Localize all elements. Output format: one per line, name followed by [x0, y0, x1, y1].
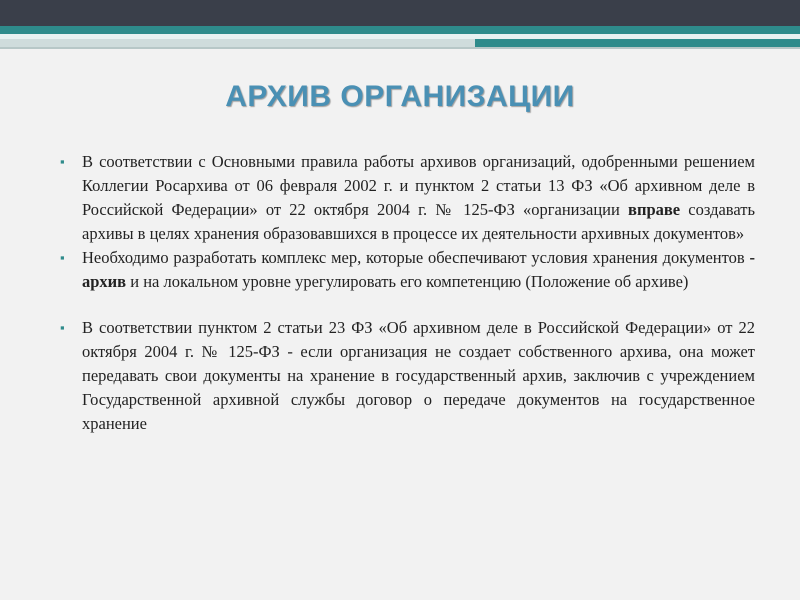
bullet-square-icon: ▪: [60, 154, 65, 169]
bullet-3-text: В соответствии пунктом 2 статьи 23 ФЗ «Об архивном деле в Российской Федерации» от 22 октября 2004 г. № 125-ФЗ - если организация не создает собственного архива, она может передавать свои документы на хранение в государственный архив, заключив с учреждением Государственной архивной службы договор о передаче документов на государственное хранение: [82, 318, 755, 433]
bullet-2-bold: - архив: [82, 248, 755, 291]
bullet-1-text-end: создавать архивы в целях хранения образовавшихся в процессе их деятельности архивных документов»: [82, 200, 755, 243]
header-dark-bar: [0, 0, 800, 26]
bullet-1-text-start: В соответствии с Основными правила работы архивов организаций, одобренными решением Коллегии Росархива от 06 февраля 2002 г. и пунктом 2 статьи 13 ФЗ «Об архивном деле в Российской Федерации» от 22 октября 2004 г. № 125-ФЗ «организации: [82, 152, 755, 219]
bullet-square-icon: ▪: [60, 320, 65, 335]
slide-content: [60, 150, 755, 436]
bullet-item-3: [60, 316, 755, 436]
header-teal-stripe: [0, 26, 800, 34]
bullet-item-2: [60, 246, 755, 294]
bullet-square-icon: ▪: [60, 250, 65, 265]
bullet-2-text-start: Необходимо разработать комплекс мер, которые обеспечивают условия хранения документов: [82, 248, 750, 267]
spacer: [60, 294, 755, 316]
bullet-1-bold: вправе: [628, 200, 681, 219]
header-teal-accent: [475, 39, 800, 47]
bullet-item-1: [60, 150, 755, 246]
bullet-2-text-end: и на локальном уровне урегулировать его компетенцию (Положение об архиве): [126, 272, 689, 291]
header-divider: [0, 47, 800, 49]
header-gray-stripe: [0, 39, 475, 47]
slide-title: АРХИВ ОРГАНИЗАЦИИ: [225, 80, 575, 113]
